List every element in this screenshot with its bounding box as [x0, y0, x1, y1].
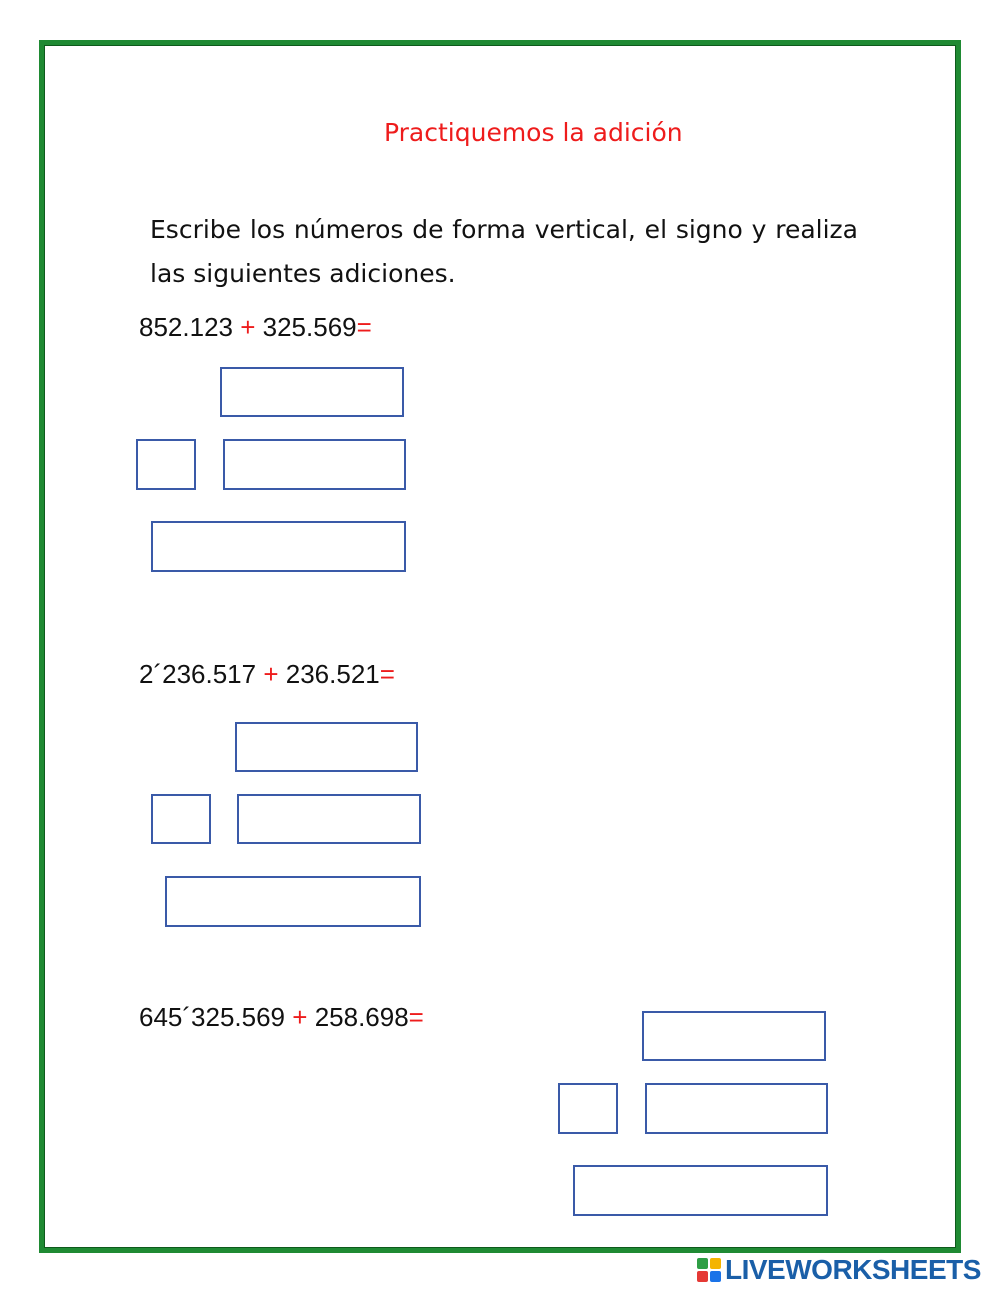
answer-box-second-number-3[interactable] [645, 1083, 828, 1134]
equals-sign: = [408, 1002, 424, 1032]
answer-box-sign-3[interactable] [558, 1083, 618, 1134]
logo-square-red [697, 1271, 708, 1282]
liveworksheets-footer [697, 1255, 981, 1285]
answer-box-first-number-3[interactable] [642, 1011, 826, 1061]
addend-a: 2´236.517 [139, 659, 257, 689]
answer-box-sign-1[interactable] [136, 439, 196, 490]
addend-b: 236.521 [285, 659, 380, 689]
problem-3 [139, 1002, 424, 1033]
answer-box-result-3[interactable] [573, 1165, 828, 1216]
problem-1 [139, 312, 372, 343]
equals-sign: = [379, 659, 395, 689]
answer-box-first-number-1[interactable] [220, 367, 404, 417]
addend-a: 645´325.569 [139, 1002, 286, 1032]
logo-square-green [697, 1258, 708, 1269]
liveworksheets-logo-icon [697, 1258, 721, 1282]
answer-box-second-number-1[interactable] [223, 439, 406, 490]
plus-sign: + [263, 659, 279, 689]
brand-name: LIVEWORKSHEETS [725, 1254, 981, 1285]
logo-square-yellow [710, 1258, 721, 1269]
worksheet-title: Practiquemos la adición [384, 118, 683, 147]
plus-sign: + [240, 312, 256, 342]
addend-b: 258.698 [314, 1002, 409, 1032]
answer-box-result-1[interactable] [151, 521, 406, 572]
instructions: Escribe los números de forma vertical, el signo y realiza las siguientes adiciones. [150, 215, 858, 288]
answer-box-sign-2[interactable] [151, 794, 211, 844]
equals-sign: = [356, 312, 372, 342]
plus-sign: + [292, 1002, 308, 1032]
answer-box-result-2[interactable] [165, 876, 421, 927]
addend-a: 852.123 [139, 312, 233, 342]
problem-2 [139, 659, 395, 690]
addend-b: 325.569 [262, 312, 357, 342]
answer-box-second-number-2[interactable] [237, 794, 421, 844]
logo-square-blue [710, 1271, 721, 1282]
answer-box-first-number-2[interactable] [235, 722, 418, 772]
